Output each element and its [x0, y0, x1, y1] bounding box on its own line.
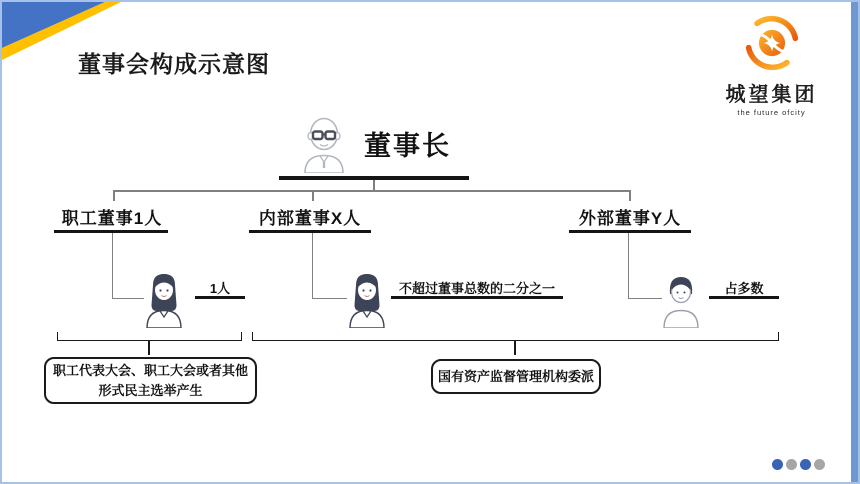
branch-label-employee-director: 职工董事1人 [61, 209, 163, 228]
elbow-connector-2 [312, 233, 347, 299]
page-title: 董事会构成示意图 [78, 51, 270, 77]
source-box-line: 形式民主选举产生 [98, 382, 203, 398]
branch-tick-3 [629, 190, 631, 201]
chairman-avatar-icon [300, 113, 348, 173]
pagination-dots [772, 459, 825, 470]
root-node-label: 董事长 [364, 131, 451, 161]
source-box-line: 职工代表大会、职工大会或者其他 [52, 363, 248, 378]
group-bracket-left-tick [148, 341, 150, 355]
note-internal-limit: 不超过董事总数的二分之一 [398, 281, 556, 296]
company-logo-swirl-icon [744, 15, 800, 71]
branch-tick-2 [312, 190, 314, 201]
group-bracket-right-tick [514, 341, 516, 355]
company-logo-tagline: the future ofcity [737, 108, 806, 117]
branch-connector-line [114, 190, 631, 192]
male-director-avatar-icon [662, 273, 700, 328]
group-bracket-right [252, 332, 779, 341]
pagination-dot [786, 459, 797, 470]
source-box-state-appointment [431, 359, 601, 394]
branch-label-external-director: 外部董事Y人 [578, 209, 682, 228]
elbow-connector-1 [112, 233, 144, 299]
note-employee-count: 1人 [209, 281, 231, 296]
branch-underline-2 [249, 230, 371, 233]
female-director-avatar-icon [144, 271, 184, 328]
company-logo [714, 15, 829, 117]
elbow-connector-3 [628, 233, 662, 299]
source-box-employee-election [44, 357, 257, 404]
note-external-majority: 占多数 [724, 281, 764, 296]
pagination-dot [772, 459, 783, 470]
company-logo-name: 城望集团 [725, 84, 818, 106]
branch-label-internal-director: 内部董事X人 [258, 209, 362, 228]
note-underline-1 [195, 296, 245, 299]
branch-tick-1 [113, 190, 115, 201]
pagination-dot [814, 459, 825, 470]
female-director-avatar-icon [347, 271, 387, 328]
right-edge-accent-bar [851, 2, 858, 482]
group-bracket-left [57, 332, 242, 341]
branch-underline-1 [54, 230, 168, 233]
note-underline-2 [391, 296, 563, 299]
pagination-dot [800, 459, 811, 470]
note-underline-3 [709, 296, 779, 299]
source-box-line: 国有资产监督管理机构委派 [437, 368, 594, 384]
